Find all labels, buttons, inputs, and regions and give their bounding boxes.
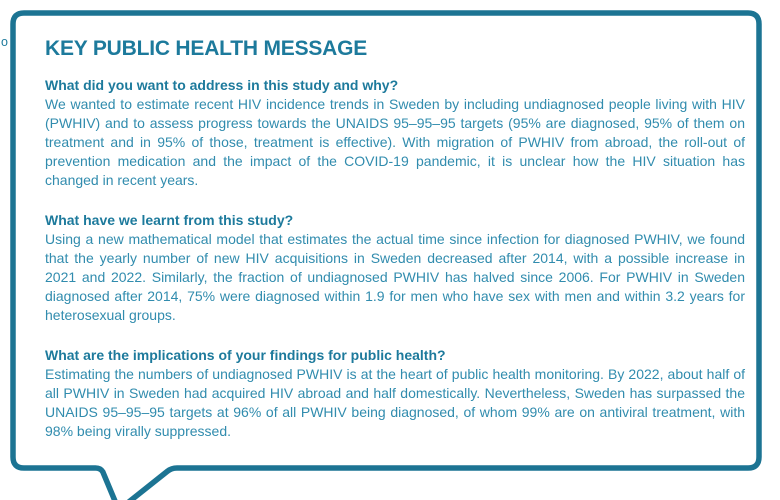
box-title: KEY PUBLIC HEALTH MESSAGE <box>45 37 368 60</box>
question-findings: What have we learnt from this study? <box>45 212 294 228</box>
qa-section-implications <box>45 346 745 441</box>
answer-study-aim: We wanted to estimate recent HIV incidence trends in Sweden by including undiagnosed people living with HIV (PWHIV) and to assess progress towards the UNAIDS 95–95–95 targets (95% are diagnosed, 95% of them on treatment and in 95% of those, treatment is effective). With migration of PWHIV from abroad, the roll-out of prevention medication and the impact of the COVID-19 pandemic, it is unclear how the HIV situation has changed in recent years. <box>45 96 745 188</box>
answer-implications: Estimating the numbers of undiagnosed PWHIV is at the heart of public health monitoring. By 2022, about half of all PWHIV in Sweden had acquired HIV abroad and half domestically. Nevertheless, Sweden has surpassed the UNAIDS 95–95–95 targets at 96% of all PWHIV being diagnosed, of whom 99% are on antiviral treatment, with 98% being virally suppressed. <box>45 366 745 439</box>
key-message-box <box>45 38 745 441</box>
qa-section-study-aim <box>45 76 745 190</box>
cropped-page-text: o <box>1 35 8 49</box>
qa-section-findings <box>45 211 745 325</box>
question-study-aim: What did you want to address in this study and why? <box>45 77 399 93</box>
question-implications: What are the implications of your findings for public health? <box>45 347 446 363</box>
answer-findings: Using a new mathematical model that estimates the actual time since infection for diagnosed PWHIV, we found that the yearly number of new HIV acquisitions in Sweden decreased after 2014, with a possible increase in 2021 and 2022. Similarly, the fraction of undiagnosed PWHIV has halved since 2006. For PWHIV in Sweden diagnosed after 2014, 75% were diagnosed within 1.9 for men who have sex with men and within 3.2 years for heterosexual groups. <box>45 231 745 323</box>
